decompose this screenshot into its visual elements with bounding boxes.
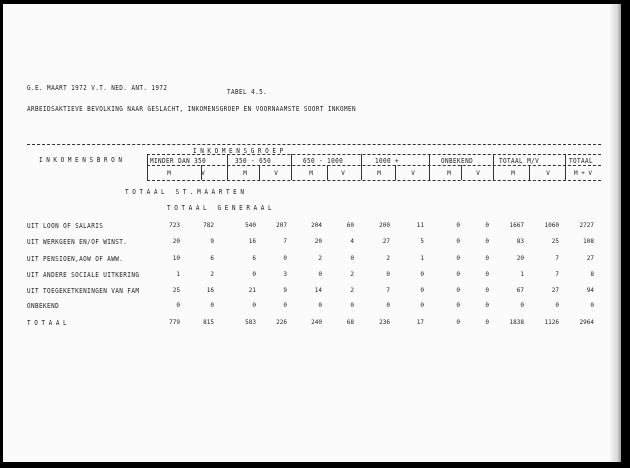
table-cell: 782	[203, 222, 214, 229]
table-cell: 1060	[544, 222, 559, 229]
table-cell: 1126	[544, 319, 559, 326]
table-cell: 2	[386, 255, 390, 262]
sex-label: V	[546, 170, 550, 177]
sex-divider	[395, 165, 396, 180]
income-group-1: MINDER DAN 350	[150, 157, 207, 166]
table-cell: 0	[420, 302, 424, 309]
header-line: G.E. MAART 1972 V.T. NED. ANT. 1972	[27, 84, 168, 93]
table-cell: 0	[318, 302, 322, 309]
sex-label: V	[274, 170, 278, 177]
stub-header: INKOMENSBRON	[39, 156, 126, 165]
table-cell: 0	[420, 271, 424, 278]
table-cell: 108	[583, 238, 594, 245]
table-cell: 94	[586, 287, 594, 294]
table-cell: 6	[210, 255, 214, 262]
row-label: UIT ANDERE SOCIALE UITKERING	[27, 271, 140, 280]
table-cell: 2	[318, 255, 322, 262]
table-cell: 4	[350, 238, 354, 245]
table-cell: 11	[416, 222, 424, 229]
sex-divider	[461, 165, 462, 180]
table-cell: 0	[456, 271, 460, 278]
table-cell: 1838	[509, 319, 524, 326]
table-cell: 6	[252, 255, 256, 262]
table-cell: 236	[379, 319, 390, 326]
table-cell: 68	[346, 319, 354, 326]
col-divider	[361, 154, 362, 180]
table-cell: 8	[590, 271, 594, 278]
table-cell: 226	[276, 319, 287, 326]
table-cell: 0	[456, 222, 460, 229]
group-header: INKOMENSGROEP	[193, 147, 287, 156]
row-label: UIT LOON OF SALARIS	[27, 222, 104, 231]
table-cell: 240	[311, 319, 322, 326]
section-title: TOTAAL ST.MAARTEN	[125, 188, 248, 197]
table-cell: 0	[386, 271, 390, 278]
sex-label: M	[243, 170, 247, 177]
table-cell: 207	[276, 222, 287, 229]
sex-label: M	[309, 170, 313, 177]
sex-label: M	[511, 170, 515, 177]
sex-label: V	[201, 170, 205, 177]
sex-label: V	[476, 170, 480, 177]
table-cell: 5	[420, 238, 424, 245]
table-cell: 0	[456, 302, 460, 309]
table-cell: 0	[283, 255, 287, 262]
table-cell: 0	[318, 271, 322, 278]
section-subtitle-1: TOTAAL GENERAAL	[167, 204, 276, 213]
table-cell: 7	[283, 238, 287, 245]
table-cell: 0	[252, 271, 256, 278]
table-cell: 0	[485, 238, 489, 245]
sex-divider	[201, 165, 202, 180]
page-edge-shadow	[609, 4, 621, 462]
table-cell: 540	[245, 222, 256, 229]
table-cell: 0	[485, 255, 489, 262]
table-cell: 20	[172, 238, 180, 245]
table-cell: 67	[516, 287, 524, 294]
table-cell: 1	[420, 255, 424, 262]
table-cell: 20	[314, 238, 322, 245]
table-cell: 7	[555, 255, 559, 262]
table-cell: 0	[485, 319, 489, 326]
table-cell: 0	[555, 302, 559, 309]
document-page	[3, 4, 621, 462]
income-group-6: TOTAAL M/V	[499, 157, 540, 166]
table-cell: 0	[590, 302, 594, 309]
table-cell: 204	[311, 222, 322, 229]
table-cell: 779	[169, 319, 180, 326]
table-cell: 17	[416, 319, 424, 326]
table-cell: 2	[350, 287, 354, 294]
header-rule-sex	[147, 180, 601, 181]
table-cell: 815	[203, 319, 214, 326]
header-rule-groups	[147, 165, 601, 166]
table-cell: 0	[520, 302, 524, 309]
table-cell: 0	[485, 222, 489, 229]
table-cell: 27	[551, 287, 559, 294]
table-cell: 0	[252, 302, 256, 309]
table-cell: 0	[210, 302, 214, 309]
col-divider	[291, 154, 292, 180]
sex-divider	[327, 165, 328, 180]
sex-label: V	[341, 170, 345, 177]
table-cell: 0	[456, 287, 460, 294]
table-cell: 200	[379, 222, 390, 229]
table-cell: 0	[456, 255, 460, 262]
table-subtitle: ARBEIDSAKTIEVE BEVOLKING NAAR GESLACHT, INKOMENSGROEP EN VOORNAAMSTE SOORT INKOMEN	[27, 105, 357, 114]
table-cell: 25	[172, 287, 180, 294]
row-label: ONBEKEND	[27, 302, 60, 311]
income-group-5: ONBEKEND	[441, 157, 474, 166]
table-cell: 0	[283, 302, 287, 309]
sex-label: M	[447, 170, 451, 177]
table-cell: 0	[386, 302, 390, 309]
table-cell: 9	[283, 287, 287, 294]
sex-label: V	[411, 170, 415, 177]
income-group-2: 350 - 650	[235, 157, 272, 166]
table-cell: 7	[386, 287, 390, 294]
table-cell: 83	[516, 238, 524, 245]
col-divider	[493, 154, 494, 180]
table-cell: 21	[248, 287, 256, 294]
table-cell: 0	[420, 287, 424, 294]
col-divider	[147, 154, 148, 180]
table-cell: 25	[551, 238, 559, 245]
table-cell: 1	[520, 271, 524, 278]
table-cell: 0	[485, 302, 489, 309]
table-cell: 2	[350, 271, 354, 278]
table-cell: 16	[206, 287, 214, 294]
table-cell: 3	[283, 271, 287, 278]
table-cell: 10	[172, 255, 180, 262]
table-cell: 1667	[509, 222, 524, 229]
income-group-7: TOTAAL	[569, 157, 594, 166]
col-divider	[429, 154, 430, 180]
table-cell: 14	[314, 287, 322, 294]
table-cell: 9	[210, 238, 214, 245]
table-cell: 27	[586, 255, 594, 262]
income-group-4: 1000 +	[375, 157, 400, 166]
table-cell: 0	[176, 302, 180, 309]
sex-label: M	[377, 170, 381, 177]
table-cell: 7	[555, 271, 559, 278]
sex-label: M	[167, 170, 171, 177]
table-cell: 2727	[579, 222, 594, 229]
table-cell: 0	[456, 319, 460, 326]
income-group-3: 650 - 1000	[303, 157, 344, 166]
row-label: UIT TOEGEKETKENINGEN VAN FAM	[27, 287, 140, 296]
table-cell: 0	[485, 271, 489, 278]
row-label: UIT PENSIOEN,AOW OF AWW.	[27, 255, 124, 264]
col-divider	[565, 154, 566, 180]
table-cell: 583	[245, 319, 256, 326]
sex-divider	[529, 165, 530, 180]
sex-divider	[259, 165, 260, 180]
header-rule-top	[27, 144, 601, 145]
table-cell: 0	[350, 302, 354, 309]
row-label-total: TOTAAL	[27, 319, 71, 328]
table-cell: 2	[210, 271, 214, 278]
table-cell: 1	[176, 271, 180, 278]
table-cell: 0	[456, 238, 460, 245]
table-cell: 2964	[579, 319, 594, 326]
col-divider	[227, 154, 228, 180]
table-label: TABEL 4.5.	[227, 88, 268, 97]
table-cell: 0	[350, 255, 354, 262]
table-cell: 60	[346, 222, 354, 229]
table-cell: 0	[485, 287, 489, 294]
table-cell: 723	[169, 222, 180, 229]
table-cell: 20	[516, 255, 524, 262]
table-cell: 16	[248, 238, 256, 245]
table-cell: 27	[382, 238, 390, 245]
sex-label: M + V	[573, 170, 593, 177]
row-label: UIT WERKGEEN EN/OF WINST.	[27, 238, 128, 247]
